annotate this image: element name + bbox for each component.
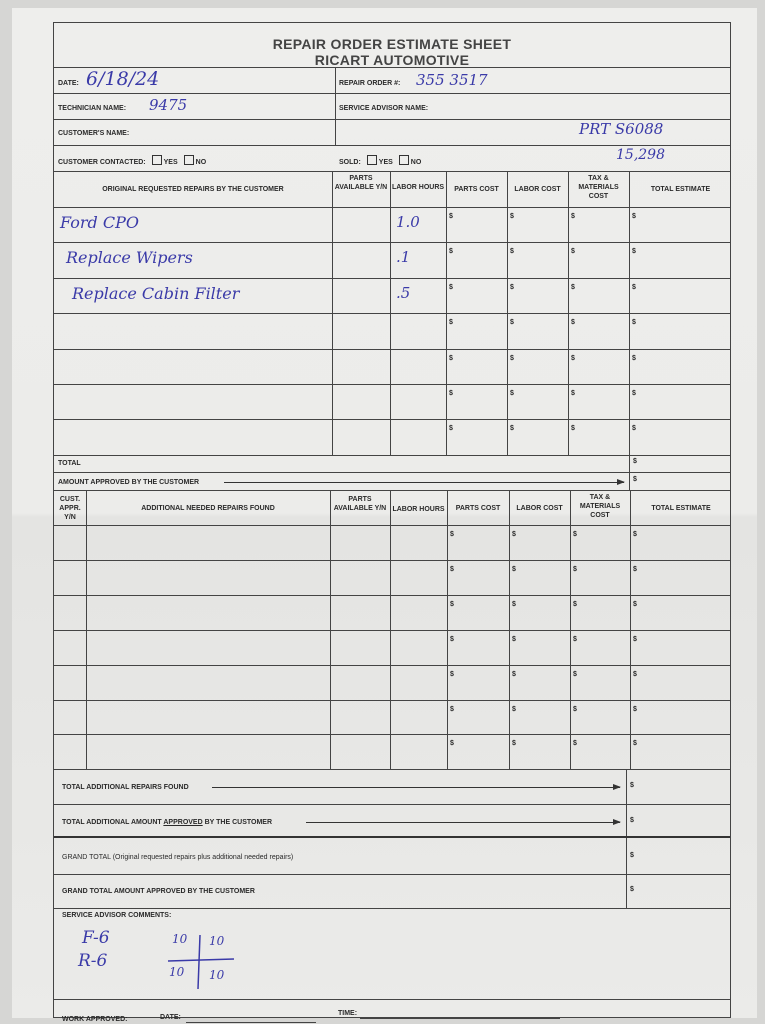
dollar-cell[interactable]: $ <box>449 354 453 362</box>
grand-total-approved-dollar: $ <box>630 886 634 893</box>
date-label: DATE: <box>58 80 79 87</box>
col-header-parts-available-2: PARTS AVAILABLE Y/N <box>333 496 387 512</box>
contacted-yes-checkbox[interactable] <box>152 155 162 165</box>
dollar-cell[interactable]: $ <box>450 705 454 713</box>
amount-approved-label: AMOUNT APPROVED BY THE CUSTOMER <box>58 479 200 486</box>
comment-tire-bl: 10 <box>169 965 185 979</box>
col-header-parts-cost-2: PARTS COST <box>455 505 501 512</box>
dollar-cell[interactable]: $ <box>633 565 637 573</box>
dollar-cell[interactable]: $ <box>449 248 453 256</box>
sold-yes-checkbox[interactable] <box>367 155 377 165</box>
grand-total-approved-label: GRAND TOTAL AMOUNT APPROVED BY THE CUSTOMER <box>62 888 255 895</box>
col-header-tax-materials: TAX & MATERIALS COST <box>578 175 619 200</box>
dollar-cell[interactable]: $ <box>512 670 516 678</box>
dollar-cell[interactable]: $ <box>512 740 516 748</box>
dollar-cell[interactable]: $ <box>571 213 575 220</box>
dollar-cell[interactable]: $ <box>571 319 575 327</box>
dollar-cell[interactable]: $ <box>633 600 637 608</box>
table-row-divider <box>54 313 730 314</box>
table-row-divider <box>54 560 730 561</box>
dollar-cell[interactable]: $ <box>450 531 454 538</box>
form-title: REPAIR ORDER ESTIMATE SHEET <box>272 36 512 52</box>
table-row-divider <box>54 349 730 350</box>
dollar-cell[interactable]: $ <box>632 248 636 256</box>
work-approved-label: WORK APPROVED: <box>62 1016 128 1023</box>
col-header-cust-appr: CUST. APPR. Y/N <box>59 496 81 521</box>
customer-name-label: CUSTOMER'S NAME: <box>58 130 130 137</box>
dollar-cell[interactable]: $ <box>450 635 454 643</box>
repair-order-form <box>53 22 731 1023</box>
labor-hours-entry[interactable]: .5 <box>396 283 411 302</box>
table-row-divider <box>54 384 730 385</box>
sold-row: SOLD: YES NO <box>339 155 421 166</box>
dollar-cell[interactable]: $ <box>510 248 514 256</box>
dollar-cell[interactable]: $ <box>449 319 453 327</box>
handwritten-note-1: PRT S6088 <box>579 120 664 138</box>
total-additional-approved-label: TOTAL ADDITIONAL AMOUNT APPROVED BY THE CUSTOMER <box>62 819 273 826</box>
col-header-labor-cost: LABOR COST <box>514 186 561 193</box>
dollar-cell[interactable]: $ <box>510 390 514 397</box>
col-header-parts-available: PARTS AVAILABLE Y/N <box>334 175 388 191</box>
col-header-tax-materials-2: TAX & MATERIALS COST <box>579 494 621 519</box>
dollar-cell[interactable]: $ <box>571 425 575 433</box>
col-header-original-repairs: ORIGINAL REQUESTED REPAIRS BY THE CUSTOMER <box>102 186 284 193</box>
arrow-icon <box>212 787 620 788</box>
dollar-cell[interactable]: $ <box>510 425 514 433</box>
repair-order-value[interactable]: 355 3517 <box>416 71 488 89</box>
dollar-cell[interactable]: $ <box>633 635 637 643</box>
dollar-cell[interactable]: $ <box>632 319 636 327</box>
table-row-divider <box>54 278 730 279</box>
dollar-cell[interactable]: $ <box>512 600 516 608</box>
col-header-labor-hours-2: LABOR HOURS <box>392 506 445 513</box>
dollar-cell[interactable]: $ <box>512 565 516 573</box>
contacted-no-checkbox[interactable] <box>184 155 194 165</box>
original-repair-entry[interactable]: Replace Wipers <box>66 248 193 268</box>
col-header-parts-cost: PARTS COST <box>454 186 499 193</box>
repair-order-label: REPAIR ORDER #: <box>339 80 401 87</box>
dollar-cell[interactable]: $ <box>573 740 577 748</box>
dollar-cell[interactable]: $ <box>633 705 637 713</box>
dollar-cell[interactable]: $ <box>512 531 516 538</box>
total-additional-dollar: $ <box>630 782 634 789</box>
dollar-cell[interactable]: $ <box>573 635 577 643</box>
comment-tire-tr: 10 <box>209 934 225 948</box>
dollar-cell[interactable]: $ <box>571 390 575 397</box>
dollar-cell[interactable]: $ <box>633 670 637 678</box>
sold-no-checkbox[interactable] <box>399 155 409 165</box>
dollar-cell[interactable]: $ <box>449 425 453 433</box>
footer-time-label: TIME: <box>338 1010 358 1017</box>
dollar-cell[interactable]: $ <box>571 248 575 256</box>
footer-date-label: DATE: <box>160 1014 181 1021</box>
table-row-divider <box>54 630 730 631</box>
comment-tire-br: 10 <box>209 968 225 982</box>
dollar-cell[interactable]: $ <box>632 390 636 397</box>
dollar-cell[interactable]: $ <box>450 740 454 748</box>
dollar-cell[interactable]: $ <box>632 425 636 433</box>
dollar-cell[interactable]: $ <box>632 213 636 220</box>
dollar-cell[interactable]: $ <box>450 600 454 608</box>
grand-total-label: GRAND TOTAL (Original requested repairs plus additional needed repairs) <box>62 854 294 861</box>
total-dollar: $ <box>633 458 637 465</box>
dollar-cell[interactable]: $ <box>571 354 575 362</box>
service-advisor-label: SERVICE ADVISOR NAME: <box>339 105 429 112</box>
labor-hours-entry[interactable]: .1 <box>396 248 411 267</box>
original-repair-entry[interactable]: Replace Cabin Filter <box>72 283 240 303</box>
footer-date-line[interactable] <box>186 1022 316 1023</box>
dollar-cell[interactable]: $ <box>633 740 637 748</box>
dollar-cell[interactable]: $ <box>449 213 453 220</box>
footer-time-line[interactable] <box>360 1018 560 1019</box>
table-row-divider <box>54 419 730 420</box>
table-row-divider <box>54 665 730 666</box>
col-header-labor-cost-2: LABOR COST <box>516 505 563 512</box>
dollar-cell[interactable]: $ <box>512 705 516 713</box>
col-header-total-estimate-2: TOTAL ESTIMATE <box>651 505 711 512</box>
dollar-cell[interactable]: $ <box>510 354 514 362</box>
dollar-cell[interactable]: $ <box>573 600 577 608</box>
dollar-cell[interactable]: $ <box>512 635 516 643</box>
labor-hours-entry[interactable]: 1.0 <box>396 213 420 231</box>
comment-rear: R-6 <box>78 951 108 971</box>
original-repair-entry[interactable]: Ford CPO <box>60 213 139 232</box>
col-header-labor-hours: LABOR HOURS <box>391 184 445 191</box>
technician-value[interactable]: 9475 <box>149 96 188 114</box>
comment-tire-tl: 10 <box>172 932 188 946</box>
dollar-cell[interactable]: $ <box>632 283 636 291</box>
table-row-divider <box>54 242 730 243</box>
total-additional-label: TOTAL ADDITIONAL REPAIRS FOUND <box>62 784 189 791</box>
dollar-cell[interactable]: $ <box>449 283 453 291</box>
service-advisor-comments-label: SERVICE ADVISOR COMMENTS: <box>62 912 172 919</box>
comment-front: F-6 <box>82 928 110 948</box>
tire-cross-sketch <box>162 933 242 993</box>
table-row-divider <box>54 595 730 596</box>
table-row-divider <box>54 700 730 701</box>
col-header-additional-repairs: ADDITIONAL NEEDED REPAIRS FOUND <box>141 505 275 512</box>
dollar-cell[interactable]: $ <box>573 565 577 573</box>
company-name: RICART AUTOMOTIVE <box>314 52 470 68</box>
dollar-cell[interactable]: $ <box>633 531 637 538</box>
handwritten-note-2: 15,298 <box>616 147 665 163</box>
dollar-cell[interactable]: $ <box>573 705 577 713</box>
dollar-cell[interactable]: $ <box>573 670 577 678</box>
dollar-cell[interactable]: $ <box>510 213 514 220</box>
customer-contacted-row: CUSTOMER CONTACTED: YES NO <box>58 155 206 166</box>
arrow-icon <box>224 482 624 483</box>
total-label: TOTAL <box>58 460 81 467</box>
date-value[interactable]: 6/18/24 <box>86 68 160 90</box>
dollar-cell[interactable]: $ <box>573 531 577 538</box>
table-row-divider <box>54 734 730 735</box>
approved-dollar: $ <box>633 476 637 483</box>
dollar-cell[interactable]: $ <box>450 565 454 573</box>
total-approved-dollar: $ <box>630 817 634 824</box>
dollar-cell[interactable]: $ <box>450 670 454 678</box>
col-header-total-estimate: TOTAL ESTIMATE <box>650 186 711 193</box>
dollar-cell[interactable]: $ <box>449 390 453 397</box>
arrow-icon <box>306 822 620 823</box>
grand-total-dollar: $ <box>630 852 634 859</box>
dollar-cell[interactable]: $ <box>632 354 636 362</box>
dollar-cell[interactable]: $ <box>571 283 575 291</box>
dollar-cell[interactable]: $ <box>510 283 514 291</box>
technician-label: TECHNICIAN NAME: <box>58 105 127 112</box>
dollar-cell[interactable]: $ <box>510 319 514 327</box>
